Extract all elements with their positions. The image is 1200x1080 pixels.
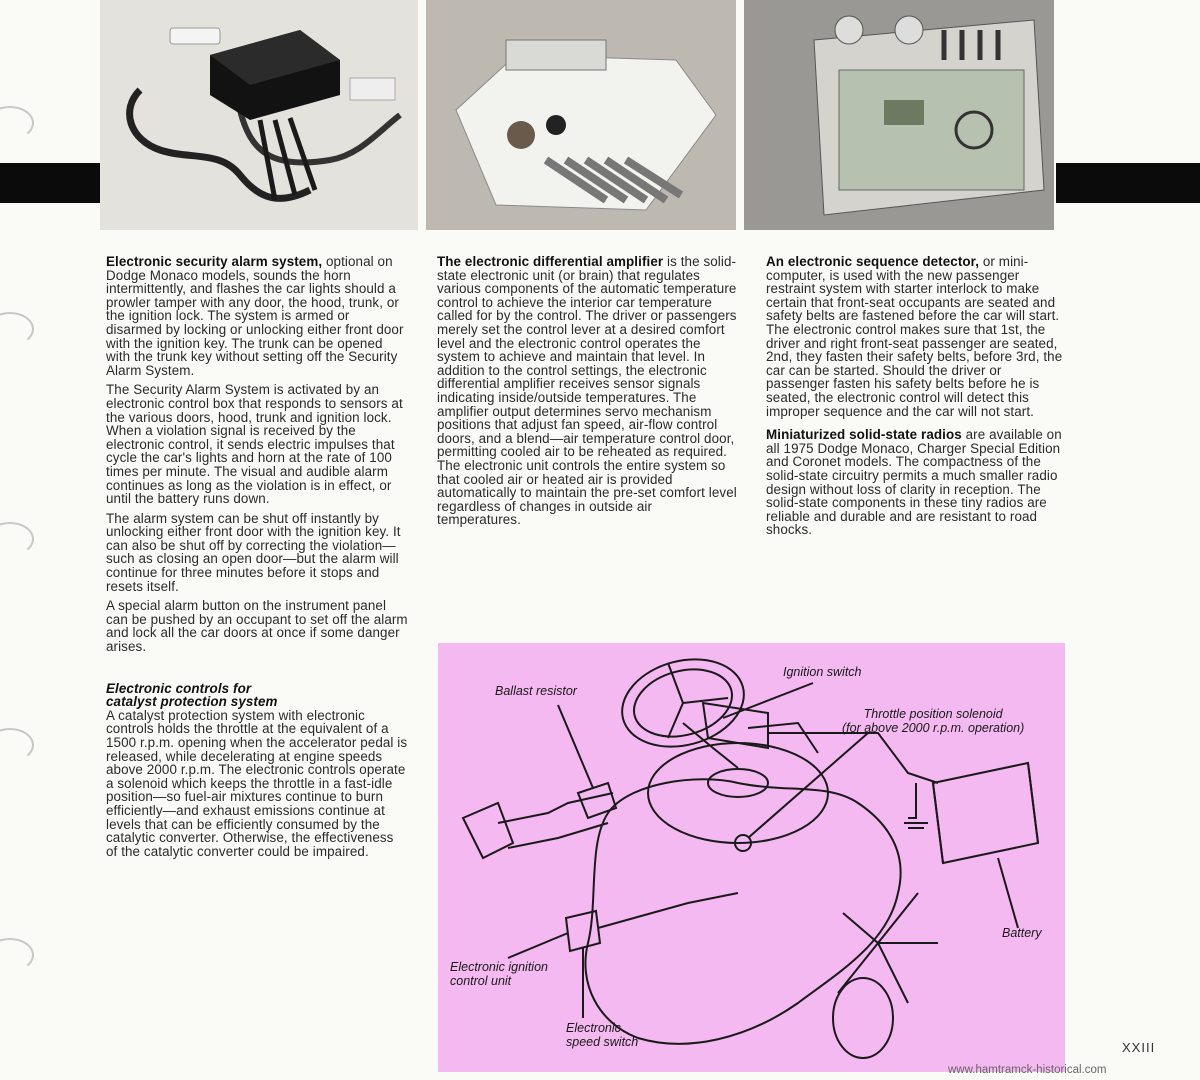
paragraph: The electronic differential amplifier is the solid-state electronic unit (or brain) that regulates various components of the automatic temperature control to achieve the interior car temperature called for by the control. The driver or passengers merely set the control lever at a desired comfort level and the electronic control operates the system to achieve and maintain that level. In addition to the control settings, the electronic differential amplifier receives sensor signals indicating inside/outside temperatures. The amplifier output determines servo mechanism positions that adjust fan speed, air-flow control doors, and a blend—air temperature control door, permitting cooled air to be reheated as required. The electronic unit controls the entire system so that cooled air or heated air is provided automatically to maintain the pre-set comfort level regardless of changes in outside air temperatures. — [437, 254, 737, 528]
column-differential-amplifier — [437, 255, 739, 533]
heading-differential-amplifier: The electronic differential amplifier — [437, 254, 664, 269]
photo-alarm-control-box — [100, 0, 418, 230]
label-speed-switch: Electronic speed switch — [566, 1021, 639, 1049]
paragraph: Miniaturized solid-state radios are available on all 1975 Dodge Monaco, Charger Special Edition and Coronet models. The compactness of the solid-state circuitry permits a much smaller radio design without loss of clarity in reception. The solid-state components in these tiny radios are reliable and durable and are resistant to road shocks. — [766, 427, 1062, 538]
binder-hole — [0, 728, 34, 762]
binder-hole — [0, 312, 34, 346]
heading-catalyst-2: catalyst protection system — [106, 694, 278, 710]
label-ignition-control-unit: Electronic ignition control unit — [450, 960, 548, 988]
paragraph: Electronic security alarm system, optional on Dodge Monaco models, sounds the horn intermittently, and flashes the car lights should a prowler tamper with any door, the hood, trunk, or the ignition lock. The system is armed or disarmed by locking or unlocking either front door with the ignition key. The trunk can be opened with the trunk key without setting off the Security Alarm System. — [106, 254, 404, 378]
photo-differential-amplifier — [426, 0, 736, 230]
paragraph: The Security Alarm System is activated by an electronic control box that responds to sensors at the various doors, hood, trunk and ignition lock. When a violation signal is received by the electronic control, it sends electric impulses that cycle the car's lights and horn at the rate of 100 times per minute. The visual and audible alarm continues as long as the violation is in effect, or until the battery runs down. — [106, 382, 403, 507]
binder-hole — [0, 106, 34, 140]
column-sequence-detector — [766, 255, 1066, 543]
heading-security-alarm: Electronic security alarm system, — [106, 254, 323, 269]
heading-solid-state-radios: Miniaturized solid-state radios — [766, 427, 962, 443]
page-number: XXIII — [1122, 1040, 1156, 1055]
footer-url[interactable]: www.hamtramck-historical.com — [948, 1064, 1107, 1076]
paragraph: A catalyst protection system with electronic controls holds the throttle at the equivalent of a 1500 r.p.m. opening when the accelerator pedal is released, while decelerating at engine speeds above 2000 r.p.m. The electronic controls operate a solenoid which keeps the throttle in a fast-idle position—so fuel-air mixtures continue to burn efficiently—and exhaust emissions continue at levels that can be efficiently consumed by the catalytic converter. Otherwise, the effectiveness of the catalytic converter could be impaired. — [106, 707, 408, 859]
label-ignition-switch: Ignition switch — [783, 665, 862, 679]
label-ballast-resistor: Ballast resistor — [495, 684, 577, 698]
binder-hole — [0, 522, 34, 556]
label-battery: Battery — [1002, 926, 1042, 940]
paragraph: An electronic sequence detector, or mini-computer, is used with the new passenger restraint system with starter interlock to make certain that front-seat occupants are seated and safety belts are fastened before the car will start. The electronic control makes sure that 1st, the driver and right front-seat passenger are seated, 2nd, they fasten their safety belts, before 3rd, the car can be started. Should the driver or passenger fasten his safety belts before he is seated, the electronic control will detect this improper sequence and the car will not start. — [766, 254, 1063, 419]
binder-hole — [0, 938, 34, 972]
label-throttle-solenoid: Throttle position solenoid (for above 2000 r.p.m. operation) — [842, 707, 1025, 735]
engine-wiring-diagram — [438, 643, 1065, 1072]
heading-sequence-detector: An electronic sequence detector, — [766, 254, 980, 269]
photo-sequence-detector — [744, 0, 1054, 230]
heading-catalyst-1: Electronic controls for — [106, 680, 252, 696]
column-security-alarm — [106, 255, 408, 864]
index-tab-right — [1056, 163, 1200, 203]
index-tab-left — [0, 163, 100, 203]
paragraph: A special alarm button on the instrument panel can be pushed by an occupant to set off the alarm and lock all the car doors at once if some danger arises. — [106, 598, 408, 655]
paragraph: The alarm system can be shut off instantly by unlocking either front door with the ignition key. It can also be shut off by correcting the violation—such as closing an open door—but the alarm will continue for three minutes before it stops and resets itself. — [106, 510, 401, 594]
